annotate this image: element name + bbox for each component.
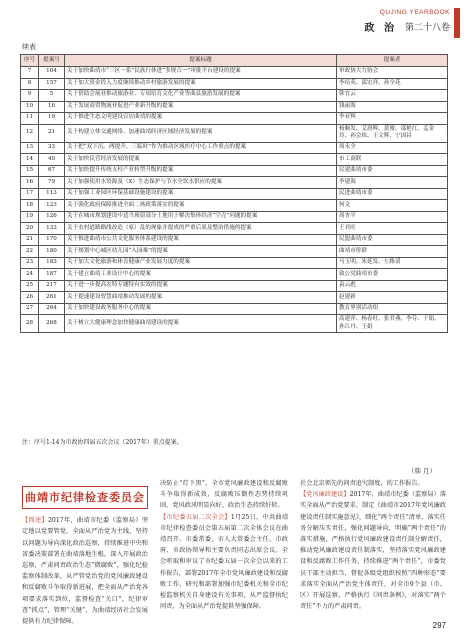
table-row (21, 234, 448, 246)
table-row (21, 154, 448, 166)
section-header (365, 19, 451, 34)
cell-index: 23 (21, 257, 39, 269)
cell-title: 关于农村道路路线改造（家）乱的现象并提成的严重后果及整治措施的提案 (65, 223, 337, 235)
cell-title: 关于提速建设智慧曲靖推动发展的提案 (65, 292, 337, 304)
table-row (21, 269, 448, 281)
table-row (21, 67, 448, 79)
cell-proposer: 马玉明、朱延发、左路滔 (337, 257, 448, 269)
proposal-table (20, 54, 448, 333)
section-title: 政 治 (364, 23, 397, 34)
cell-proposal-no: 183 (39, 257, 65, 269)
paragraph-tag: 【党风廉政建设】 (300, 491, 350, 499)
table-row (21, 292, 448, 304)
paragraph-text: 2017年，曲靖市纪委（监察局）坚定地以党要管党、全面从严治党为主线，坚持以问题为导向深化政治巡察，持续推进中央和省委决策部署在曲靖落地生根，深入开展政治巡察，严肃问责政治生态“微腐败”，强化纪检监察体制改革，从严管党治党的党风廉政建设和反腐败斗争取得新进展，把全面从严治党各项要求落实到位，监督检查“关口”，纪律审查“抓点”，管理“关键”，为曲靖经济社会发展提供有力纪律保障。 (22, 517, 149, 626)
cell-index: 17 (21, 188, 39, 200)
cell-title: 关于发展商贸物流业促进产业新升级的提案 (65, 101, 337, 113)
table-row (21, 101, 448, 113)
cell-proposer: 王君旺 (337, 223, 448, 235)
cell-index: 21 (21, 234, 39, 246)
cell-proposal-no: 5 (39, 90, 65, 102)
cell-proposer: 民进曲靖市委 (337, 188, 448, 200)
cell-proposal-no: 268 (39, 315, 65, 333)
cell-title: 关于加强工业园区环保基础设施建设的提案 (65, 188, 337, 200)
paragraph: 决防止“灯下黑”，全市党风廉政建设和反腐败斗争取得新成效，反腐败压倒性态势持续巩固，党风政风明显向好，政治生态持续好转。 (160, 480, 288, 510)
cell-index: 15 (21, 165, 39, 177)
cell-proposer: 袁云彪 (337, 280, 448, 292)
table-row (21, 223, 448, 235)
cell-index: 19 (21, 211, 39, 223)
cell-proposal-no: 264 (39, 303, 65, 315)
cell-proposer: 李亚辉 (337, 113, 448, 125)
cell-index: 14 (21, 154, 39, 166)
table-header-row (21, 55, 448, 67)
cell-title: 关于在城市规划建设中适当预留部分土地用于解决集体经济“空壳”问题的提案 (65, 211, 337, 223)
volume-label: 第二十八卷 (404, 23, 450, 33)
cell-proposer: 钱丽海 (337, 101, 448, 113)
author-credit: （韩 月） (407, 467, 436, 475)
cell-proposal-no: 170 (39, 234, 65, 246)
col-header-title: 提案标题 (65, 55, 337, 67)
col-header-index: 序号 (21, 55, 39, 67)
cell-index: 24 (21, 269, 39, 281)
cell-proposer: 李建海 (337, 177, 448, 189)
cell-title: 关于加大资金投入力度继续推动乡村旅游发展的提案 (65, 78, 337, 90)
cell-proposal-no: 123 (39, 200, 65, 212)
cell-proposer: 杨顺发、艾润辉、黄俊、邵艳红、孟金玲、孙会琼、王文辉、宁国昌 (337, 124, 448, 142)
table-body (21, 67, 448, 333)
cell-title: 关于进一步提高农特专题特有实效的提案 (65, 280, 337, 292)
cell-title: 关于加快曲靖市“三区一系”民族行体进“多规合一”审批平台建设的提案 (65, 67, 337, 79)
table-row (21, 113, 448, 125)
cell-proposal-no: 33 (39, 142, 65, 154)
cell-title: 关于强化政府保障推进全面二孩政策落实的提案 (65, 200, 337, 212)
paragraph: 社会北京领先的问责追究制度，的工作报告。 (300, 480, 424, 487)
cell-proposal-no: 79 (39, 177, 65, 189)
cell-proposer: 市工商联 (337, 154, 448, 166)
cell-index: 28 (21, 315, 39, 333)
cell-proposal-no: 67 (39, 165, 65, 177)
cell-title: 关于加强使用水资源及（X）生态保护与节水全饮水供应的提案 (65, 177, 337, 189)
cell-title: 关于建立曲靖工业设计中心的提案 (65, 269, 337, 281)
cell-title: 关于推进生态文明建设宣居曲靖的提案 (65, 113, 337, 125)
table-row (21, 90, 448, 102)
cell-proposer: 高建萍、杨春旺、张君燕、李芬、于娟、孙江丹、王娟 (337, 315, 448, 333)
table-row (21, 142, 448, 154)
table-row (21, 303, 448, 315)
cell-index: 8 (21, 78, 39, 90)
cell-proposer: 周杏平 (337, 211, 448, 223)
cell-proposal-no: 21 (39, 124, 65, 142)
cell-proposal-no: 113 (39, 188, 65, 200)
paragraph-tag: 【简述】 (22, 517, 48, 525)
cell-proposer: 曲靖市侨联 (337, 246, 448, 258)
cell-proposal-no: 104 (39, 67, 65, 79)
table-row (21, 188, 448, 200)
table-row (21, 165, 448, 177)
column-2 (160, 478, 288, 612)
cell-proposal-no: 40 (39, 154, 65, 166)
cell-index: 9 (21, 90, 39, 102)
cell-title: 关于把“双下沉、两提升、三临时”作为推动区域医疗中心工作重点的提案 (65, 142, 337, 154)
table-row (21, 315, 448, 333)
table-row (21, 211, 448, 223)
cell-proposer: 周永全 (337, 142, 448, 154)
continued-label: 续表 (22, 43, 36, 51)
cell-proposal-no: 16 (39, 101, 65, 113)
table-row (21, 78, 448, 90)
cell-title: 关于加快提升传统支柱产业转型升级的提案 (65, 165, 337, 177)
cell-index: 13 (21, 142, 39, 154)
yearbook-logo: QUJING YEARBOOK (379, 9, 450, 16)
table-note: 注：序号1-14为市政协四届五次会议（2017年）重点提案。 (22, 439, 183, 446)
column-1 (22, 478, 148, 627)
cell-title: 关于规划中心城区幼儿园“入园难”的提案 (65, 246, 337, 258)
cell-proposal-no: 261 (39, 292, 65, 304)
cell-proposer: 民盟曲靖市委 (337, 234, 448, 246)
cell-index: 26 (21, 292, 39, 304)
cell-index: 12 (21, 124, 39, 142)
cell-proposal-no: 133 (39, 223, 65, 235)
paragraph-text: 1月25日，中共曲靖市纪律检查委员会第五届第二次全体会议在曲靖召开。市委常委、市人大常委会主任、市政府、市政协领导和主要负责同志出席会议。全会听取和审议了市纪委五届一次全会以来的工作报告，部署2017年全市党风廉政建设和反腐败工作，研究和部署加强市纪委机关和全市纪检监察机关自身建设有关事项，从严监督执纪问责，为全面从严治党提供坚强保障。 (160, 513, 289, 611)
cell-proposer: 李培英、邵宏祥、孙全花 (337, 78, 448, 90)
cell-index: 27 (21, 303, 39, 315)
cell-title: 关于树立大健康理念加快健康曲靖建设的提案 (65, 315, 337, 333)
paragraph-text: 2017年，曲靖市纪委（监察局）落实全面从严治党要求，制定《曲靖市2017年党风廉政建设责任制实施意见》，细化“两个责任”清单，落实任务分解压实责任，强化问题导向，明确“两个责任”的落实措施，严格执行党风廉政建设责任制分解责任，推动党风廉政建设责任制落实，坚持落实党风廉政建设和反腐败工作任务，持续推进“两个责任”，市委党员干部主动担当，督促各级党组织按照“四种形态”要求落实全面从严治党主体责任，对全市9个县（市、区）开展巡察，严格执行《问责条例》，对落实“两个责任”不力的严肃问责。 (300, 491, 447, 611)
cell-proposer: 赵建新 (337, 292, 448, 304)
table-row (21, 200, 448, 212)
col-header-proposal-no: 提案号 (39, 55, 65, 67)
cell-proposer: 致公党曲靖市委 (337, 269, 448, 281)
cell-proposer: 何文 (337, 200, 448, 212)
cell-proposer: 韩宜云 (337, 90, 448, 102)
table-row (21, 246, 448, 258)
paragraph (300, 489, 446, 612)
cell-title: 关于加快建设政务服务中心的提案 (65, 303, 337, 315)
paragraph (160, 512, 288, 613)
cell-title: 关于加快民营经济发展的提案 (65, 154, 337, 166)
cell-title: 关于加大文化旅游和体育健康产业发展力度的提案 (65, 257, 337, 269)
table-row (21, 257, 448, 269)
cell-proposer: 民建曲靖市委 (337, 165, 448, 177)
cell-index: 16 (21, 177, 39, 189)
paragraph (22, 515, 148, 627)
paragraph-tag: 【市纪委五届二次全会】 (160, 513, 231, 521)
column-3 (300, 478, 446, 612)
table-row (21, 124, 448, 142)
cell-index: 7 (21, 67, 39, 79)
table-row (21, 177, 448, 189)
cell-proposer: 审政协大力协会 (337, 67, 448, 79)
cell-index: 11 (21, 113, 39, 125)
col-header-proposer: 提案者 (337, 55, 448, 67)
cell-title: 关于推进曲靖市公共文化服务体系建设的提案 (65, 234, 337, 246)
cell-proposer: 教育界别活动组 (337, 303, 448, 315)
cell-proposal-no: 19 (39, 113, 65, 125)
cell-title: 关于借助会展业推动旅游业、专项培育文化产业等曲县旅游发展的提案 (65, 90, 337, 102)
page-number: 297 (432, 621, 446, 630)
cell-index: 25 (21, 280, 39, 292)
cell-index: 20 (21, 223, 39, 235)
table-row (21, 280, 448, 292)
cell-proposal-no: 187 (39, 269, 65, 281)
header-accent-bar (454, 8, 460, 38)
cell-index: 10 (21, 101, 39, 113)
cell-proposal-no: 180 (39, 246, 65, 258)
cell-title: 关于构建立体交通网络、加速曲靖经济区域经济发展的提案 (65, 124, 337, 142)
cell-proposal-no: 157 (39, 78, 65, 90)
cell-proposal-no: 217 (39, 280, 65, 292)
cell-index: 18 (21, 200, 39, 212)
cell-proposal-no: 126 (39, 211, 65, 223)
section-box-title: 曲靖市纪律检查委员会 (22, 486, 148, 509)
cell-index: 22 (21, 246, 39, 258)
